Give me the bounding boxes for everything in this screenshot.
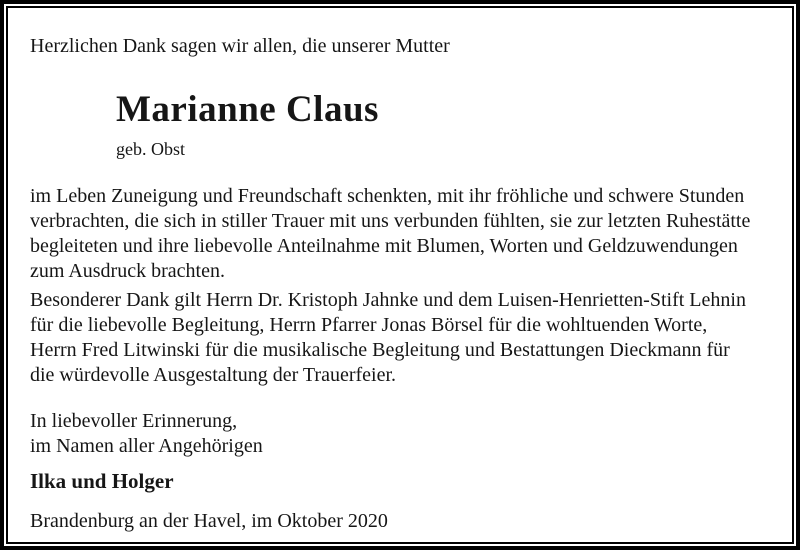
- deceased-name-heading: Marianne Claus: [116, 89, 379, 130]
- intro-line: Herzlichen Dank sagen wir allen, die unserer Mutter: [30, 35, 450, 57]
- paragraph-line: die würdevolle Ausgestaltung der Trauerfeier.: [30, 364, 397, 386]
- paragraph-line: Herrn Fred Litwinski für die musikalische Begleitung und Bestattungen Dieckmann für: [30, 339, 730, 361]
- paragraph-line: für die liebevolle Begleitung, Herrn Pfarrer Jonas Börsel für die wohltuenden Worte,: [30, 314, 708, 336]
- paragraph-line: begleiteten und ihre liebevolle Anteilnahme mit Blumen, Worten und Geldzuwendungen: [30, 235, 738, 257]
- paragraph-line: verbrachten, die sich in stiller Trauer mit uns verbunden fühlten, sie zur letzten Ruhestätte: [30, 210, 751, 232]
- paragraph-line: zum Ausdruck brachten.: [30, 260, 225, 282]
- place-and-date: Brandenburg an der Havel, im Oktober 2020: [30, 510, 388, 532]
- notice-content: [8, 8, 792, 542]
- thanks-paragraph-2: [30, 288, 770, 388]
- closing-line: In liebevoller Erinnerung,: [30, 410, 238, 432]
- family-signature: Ilka und Holger: [30, 469, 174, 493]
- thanks-paragraph-1: [30, 184, 770, 284]
- closing-line: im Namen aller Angehörigen: [30, 435, 263, 457]
- closing-lines: [30, 409, 770, 459]
- paragraph-line: im Leben Zuneigung und Freundschaft schenkten, mit ihr fröhliche und schwere Stunden: [30, 185, 745, 207]
- maiden-name: geb. Obst: [116, 139, 185, 159]
- paragraph-line: Besonderer Dank gilt Herrn Dr. Kristoph Jahnke und dem Luisen-Henrietten-Stift Lehnin: [30, 289, 746, 311]
